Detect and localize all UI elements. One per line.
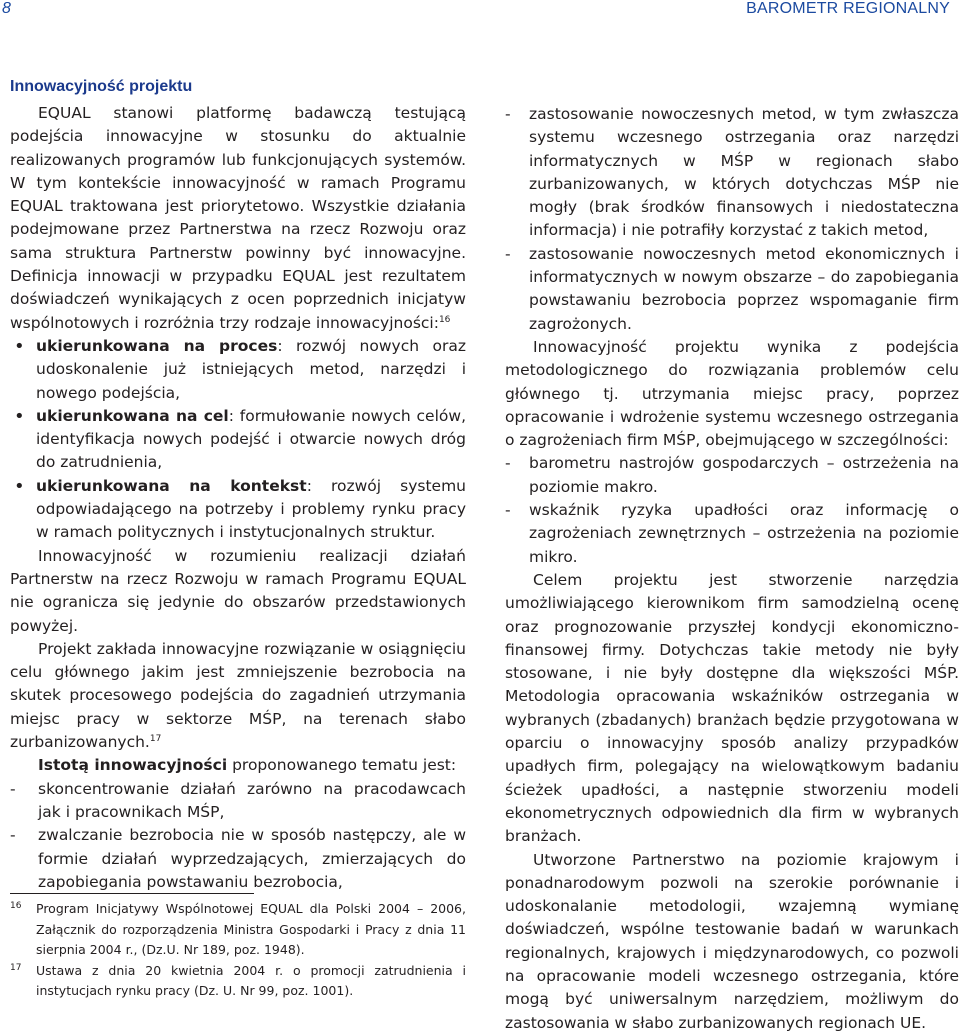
list-item: - zastosowanie nowoczesnych metod ekonomicznych i informatycznych w nowym obszarze – do zapobiegania powstawaniu bezrobocia poprzez wspomaganie firm zagrożonych. [505,244,959,333]
left-column [10,102,466,894]
running-header-title: BAROMETR REGIONALNY [746,0,950,17]
page-number: 8 [2,0,11,17]
footnotes [10,899,466,1002]
list-item: • ukierunkowana na kontekst: rozwój systemu odpowiadającego na potrzeby i problemy rynku pracy w ramach politycznych i instytucjonalnych struktur. [10,475,466,545]
paragraph: EQUAL stanowi platformę badawczą testującą podejścia innowacyjne w stosunku do aktualnie realizowanych programów lub funkcjonujących systemów. W tym kontekście innowacyjność w ramach Programu EQUAL traktowana jest priorytetowo. Wszystkie działania podejmowane przez Partnerstwa na rzecz Rozwoju oraz sama struktura Partnerstw powinny być innowacyjne. Definicja innowacji w przypadku EQUAL jest rezultatem doświadczeń wynikających z ocen poprzednich inicjatyw wspólnotowych i rozróżnia trzy rodzaje innowacyjności:$^{16}$ [10,104,466,332]
paragraph: Istotą innowacyjności proponowanego tematu jest: [38,756,457,775]
paragraph: Innowacyjność w rozumieniu realizacji działań Partnerstw na rzecz Rozwoju w ramach Programu EQUAL nie ogranicza się jedynie do obszarów przedstawionych powyżej. [10,546,466,635]
right-column [505,103,959,1035]
footnote: 16 Program Inicjatywy Wspólnotowej EQUAL dla Polski 2004 – 2006, Załącznik do rozporządzenia Ministra Gospodarki i Pracy z dnia 11 sierpnia 2004 r., (Dz.U. Nr 189, poz. 1948). [10,901,466,957]
footnote: 17 Ustawa z dnia 20 kwietnia 2004 r. o promocji zatrudnienia i instytucjach rynku pracy (Dz. U. Nr 99, poz. 1001). [10,962,466,998]
paragraph: Projekt zakłada innowacyjne rozwiązanie w osiągnięciu celu głównego jakim jest zmniejszenie bezrobocia na skutek procesowego podejścia do zagadnień utrzymania miejsc pracy w sektorze MŚP, na terenach słabo zurbanizowanych.$^{17}$ [10,639,466,752]
footnote-ref[interactable]: 16 [438,314,451,325]
paragraph: Utworzone Partnerstwo na poziomie krajowym i ponadnarodowym pozwoli na szerokie porównanie i udoskonalanie metodologii, wzajemną wymianę doświadczeń, wspólne testowanie badań w warunkach regionalnych, krajowych i międzynarodowych, co pozwoli na opracowanie modeli wczesnego ostrzegania, które mogą być uniwersalnym narzędziem, możliwym do zastosowania w słabo zurbanizowanych regionach UE. [505,850,959,1032]
footnote-divider [10,893,254,894]
innovation-types-list [10,335,466,545]
footnote-ref[interactable]: 17 [149,734,162,745]
list-item: - zwalczanie bezrobocia nie w sposób następczy, ale w formie działań wyprzedzających, zmierzających do zapobiegania powstawaniu bezrobocia, [10,826,466,891]
paragraph: Innowacyjność projektu wynika z podejścia metodologicznego do rozwiązania problemów celu głównego tj. utrzymania miejsc pracy, poprzez opracowanie i wdrożenie systemu wczesnego ostrzegania o zagrożeniach firm MŚP, obejmującego w szczególności: [505,337,959,450]
list-item: - zastosowanie nowoczesnych metod, w tym zwłaszcza systemu wczesnego ostrzegania oraz narzędzi informatycznych w MŚP w regionach słabo zurbanizowanych, w których dotychczas MŚP nie mogły (brak środków finansowych i niedostateczna informacja) i nie potrafiły korzystać z takich metod, [505,105,959,240]
paragraph: Celem projektu jest stworzenie narzędzia umożliwiającego kierownikom firm samodzielną ocenę oraz prognozowanie przyszłej kondycji ekonomiczno-finansowej firmy. Dotychczas takie metody nie były stosowane, i nie były dostępne dla większości MŚP. Metodologia opracowania wskaźników ostrzegania w wybranych (zbadanych) branżach będzie przygotowana w oparciu o innowacyjny sposób analizy przypadków upadłych firm, polegający na wielowątkowym badaniu ścieżek upadłości, a następnie stworzeniu modeli ekonometrycznych odpowiednich dla firm w wybranych branżach. [505,570,959,846]
list-item: • ukierunkowana na proces: rozwój nowych oraz udoskonalenie już istniejących metod, narzędzi i nowego podejścia, [10,335,466,405]
dash-list [505,452,959,568]
list-item: - barometru nastrojów gospodarczych – ostrzeżenia na poziomie makro. [505,454,959,496]
list-item: • ukierunkowana na cel: formułowanie nowych celów, identyfikacja nowych podejść i otwarcie nowych dróg do zatrudnienia, [10,405,466,475]
list-item: - skoncentrowanie działań zarówno na pracodawcach jak i pracownikach MŚP, [10,779,466,821]
section-heading: Innowacyjność projektu [10,78,193,95]
dash-list [10,778,466,894]
dash-list [505,103,959,336]
list-item: - wskaźnik ryzyka upadłości oraz informację o zagrożeniach zewnętrznych – ostrzeżenia na poziomie mikro. [505,501,959,566]
